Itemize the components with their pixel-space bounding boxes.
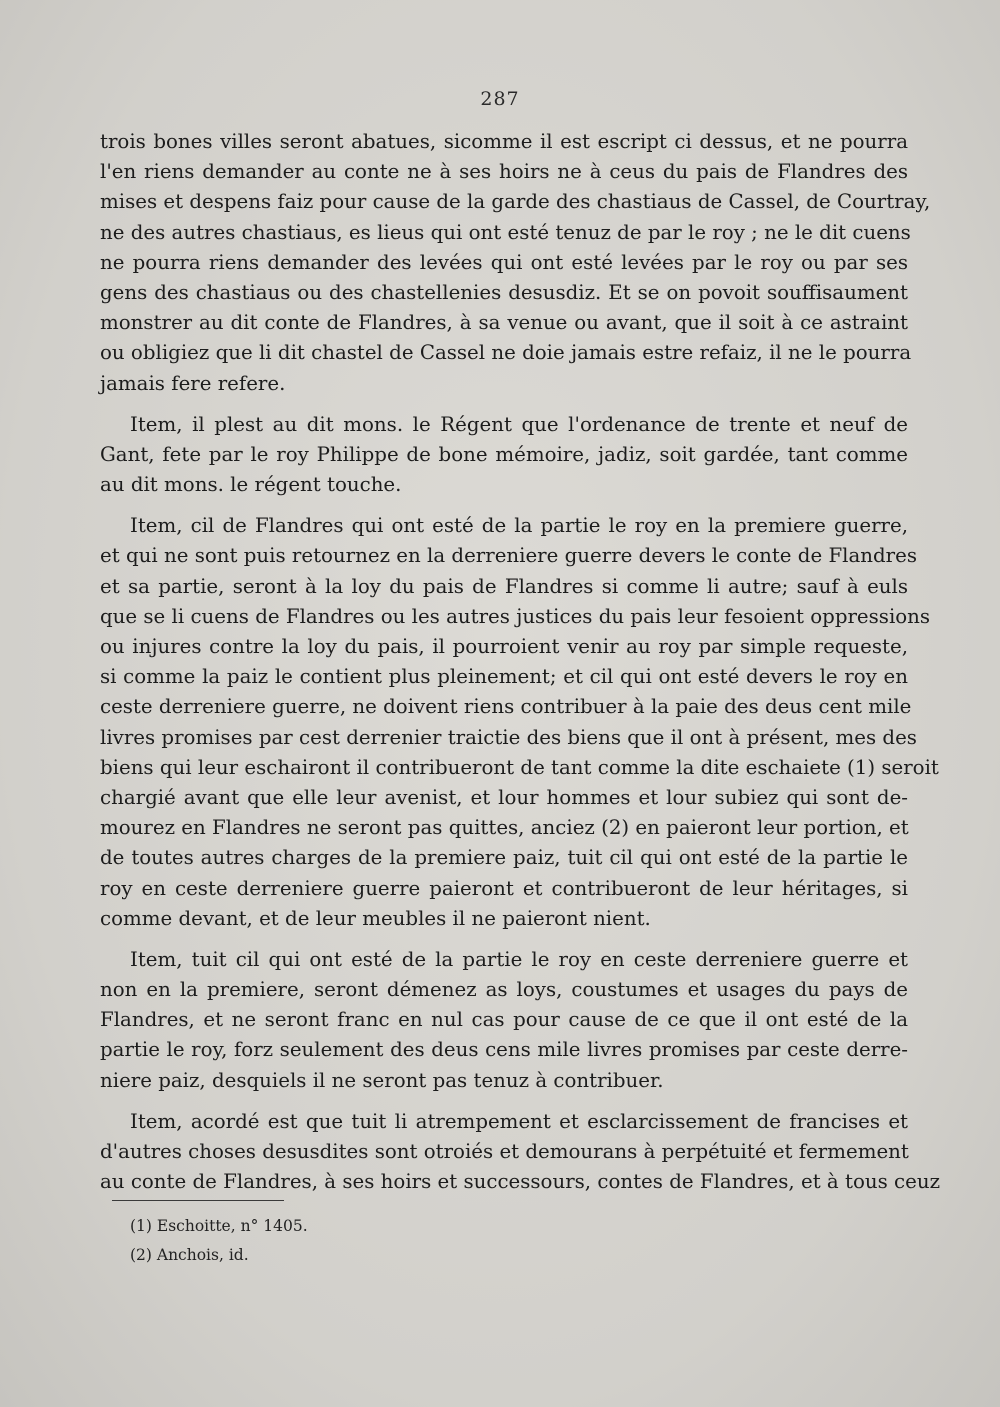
text-line: non en la premiere, seront démenez as loys, coustumes et usages du pays de — [100, 978, 908, 1002]
text-line: Item, tuit cil qui ont esté de la partie le roy en ceste derreniere guerre et — [130, 947, 908, 971]
text-line: roy en ceste derreniere guerre paieront et contribueront de leur héritages, si — [100, 876, 908, 900]
text-line: mourez en Flandres ne seront pas quittes, anciez (2) en paieront leur portion, et — [100, 816, 909, 840]
text-line: monstrer au dit conte de Flandres, à sa venue ou avant, que il soit à ce astraint — [100, 311, 908, 335]
paragraph-3 — [100, 511, 939, 934]
body-text — [100, 127, 940, 1208]
text-line: Flandres, et ne seront franc en nul cas pour cause de ce que il ont esté de la — [100, 1008, 908, 1032]
text-line: partie le roy, forz seulement des deus cens mile livres promises par ceste derre- — [100, 1038, 908, 1062]
text-line: Item, acordé est que tuit li atrempement et esclarcissement de francises et — [130, 1109, 908, 1133]
text-line: ou obligiez que li dit chastel de Cassel ne doie jamais estre refaiz, il ne le pourra — [100, 341, 912, 365]
paragraph-2 — [100, 410, 908, 501]
text-line: ne des autres chastiaus, es lieus qui ont esté tenuz de par le roy ; ne le dit cuens — [100, 220, 911, 244]
text-line: Item, cil de Flandres qui ont esté de la partie le roy en la premiere guerre, — [130, 514, 908, 538]
text-line: ne pourra riens demander des levées qui ont esté levées par le roy ou par ses — [100, 250, 908, 274]
text-line: que se li cuens de Flandres ou les autres justices du pais leur fesoient oppressions — [100, 604, 931, 628]
text-line: gens des chastiaus ou des chastellenies desusdiz. Et se on povoit souffisaument — [100, 280, 908, 304]
text-line: mises et despens faiz pour cause de la garde des chastiaus de Cassel, de Courtray, — [100, 190, 931, 214]
page-number: 287 — [480, 88, 520, 110]
text-line: de toutes autres charges de la premiere paiz, tuit cil qui ont esté de la partie le — [100, 846, 908, 870]
paragraph-5 — [100, 1107, 940, 1198]
footnote-1: (1) Eschoitte, n° 1405. — [130, 1217, 308, 1235]
text-line: ceste derreniere guerre, ne doivent riens contribuer à la paie des deus cent mile — [100, 695, 912, 719]
paragraph-1 — [100, 127, 931, 399]
text-line: livres promises par cest derrenier traictie des biens que il ont à présent, mes des — [100, 725, 917, 749]
text-line: comme devant, et de leur meubles il ne paieront nient. — [100, 906, 651, 930]
text-line: ou injures contre la loy du pais, il pourroient venir au roy par simple requeste, — [100, 635, 908, 658]
text-line: au dit mons. le régent touche. — [100, 473, 402, 497]
text-line: et sa partie, seront à la loy du pais de Flandres si comme li autre; sauf à euls — [100, 574, 908, 598]
text-line: et qui ne sont puis retournez en la derreniere guerre devers le conte de Flandres — [100, 544, 918, 568]
text-line: au conte de Flandres, à ses hoirs et successours, contes de Flandres, et à tous ceuz — [100, 1170, 940, 1194]
text-line: Item, il plest au dit mons. le Régent que l'ordenance de trente et neuf de — [130, 412, 908, 436]
paragraph-4 — [100, 945, 908, 1096]
text-line: d'autres choses desusdites sont otroiés et demourans à perpétuité et fermement — [100, 1140, 909, 1163]
footnotes — [130, 1212, 308, 1270]
text-line: si comme la paiz le contient plus pleinement; et cil qui ont esté devers le roy en — [100, 665, 908, 689]
text-line: jamais fere refere. — [100, 371, 286, 395]
text-line: trois bones villes seront abatues, sicomme il est escript ci dessus, et ne pourra — [100, 130, 908, 153]
text-line: chargié avant que elle leur avenist, et lour hommes et lour subiez qui sont de- — [100, 785, 908, 809]
text-line: niere paiz, desquiels il ne seront pas tenuz à contribuer. — [100, 1068, 664, 1092]
text-line: Gant, fete par le roy Philippe de bone mémoire, jadiz, soit gardée, tant comme — [100, 442, 908, 466]
footnote-2: (2) Anchois, id. — [130, 1246, 249, 1264]
text-line: biens qui leur eschairont il contribueront de tant comme la dite eschaiete (1) seroit — [100, 755, 939, 779]
footnote-divider — [112, 1200, 284, 1201]
text-line: l'en riens demander au conte ne à ses hoirs ne à ceus du pais de Flandres des — [100, 160, 908, 184]
